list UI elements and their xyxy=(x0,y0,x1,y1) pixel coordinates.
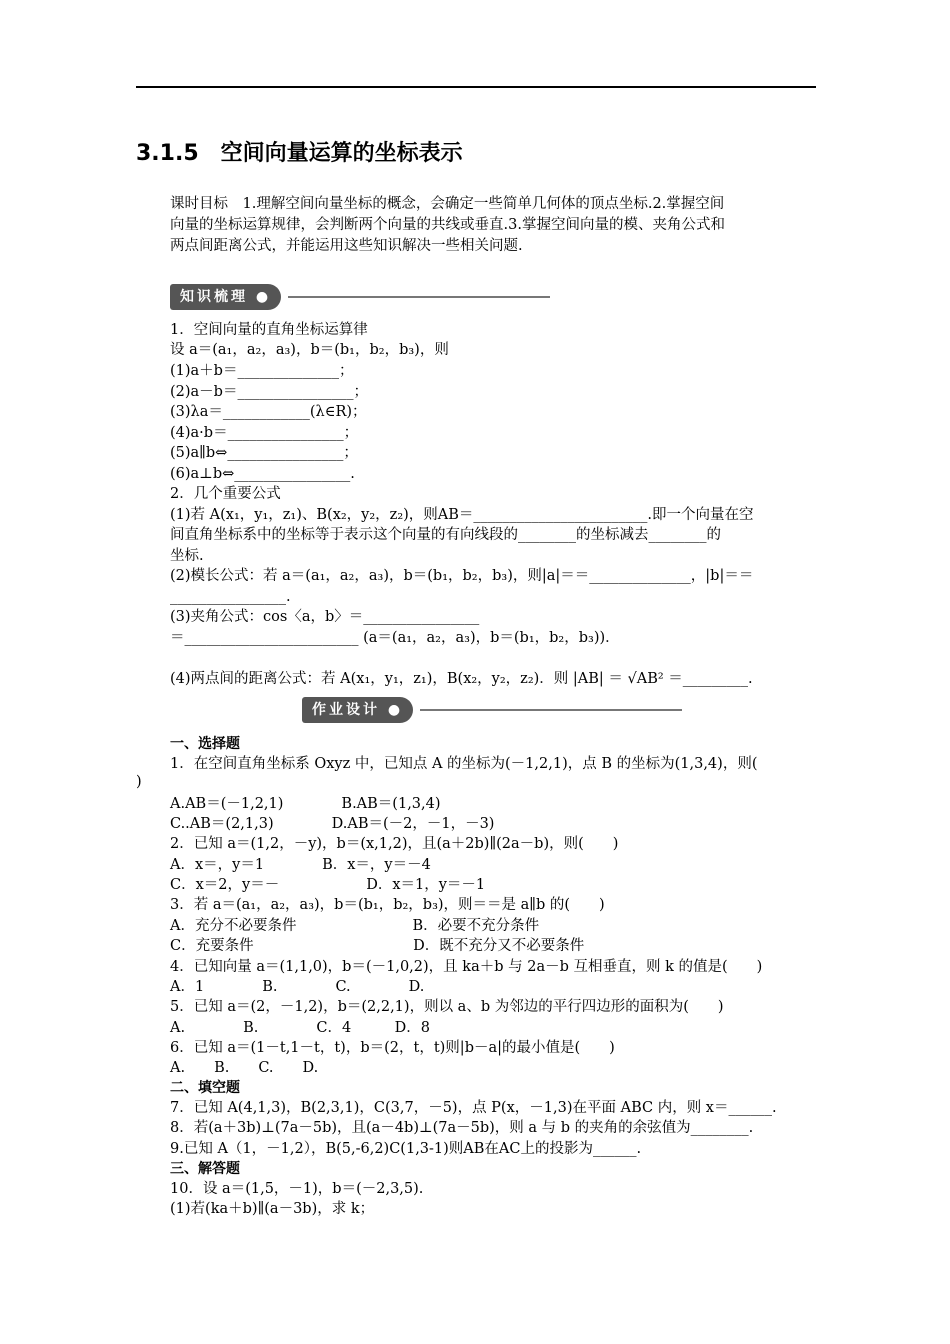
knowledge-line: (3)夹角公式：cos〈a，b〉＝________________ xyxy=(170,609,480,625)
knowledge-line: (4)两点间的距离公式：若 A(x₁，y₁，z₁)，B(x₂，y₂，z₂)．则 |AB| ＝ √AB² ＝_________. xyxy=(170,671,753,687)
question-line: A. B. C. D. xyxy=(170,1060,319,1076)
objective-line: 两点间距离公式，并能运用这些知识解决一些相关问题. xyxy=(170,238,523,254)
question-line: C..AB＝(2,1,3) D.AB＝(－2，－1，－3) xyxy=(170,816,495,832)
question-line: 4．已知向量 a＝(1,1,0)，b＝(－1,0,2)，且 ka＋b 与 2a－b 互相垂直，则 k 的值是( ) xyxy=(170,959,763,975)
question-line: C．充要条件 D．既不充分又不必要条件 xyxy=(170,938,585,954)
section-heading: 二、填空题 xyxy=(170,1080,240,1096)
question-line: 9.已知 A（1，－1,2），B(5,-6,2)C(1,3-1)则AB在AC上的投影为______. xyxy=(170,1141,642,1157)
knowledge-line: (1)若 A(x₁，y₁，z₁)、B(x₂，y₂，z₂)，则AB＝________________________.即一个向量在空 xyxy=(170,507,754,523)
section-header-homework: 作业设计 ● xyxy=(302,697,413,723)
question-line: (1)若(ka＋b)∥(a－3b)，求 k； xyxy=(170,1201,375,1217)
section-heading: 三、解答题 xyxy=(170,1161,240,1177)
knowledge-line: ＝________________________ (a＝(a₁，a₂，a₃)，b＝(b₁，b₂，b₃))． xyxy=(170,630,620,646)
question-line: 8．若(a＋3b)⊥(7a－5b)，且(a－4b)⊥(7a－5b)，则 a 与 b 的夹角的余弦值为________. xyxy=(170,1120,754,1136)
top-rule xyxy=(136,86,816,88)
knowledge-line: 2．几个重要公式 xyxy=(170,486,281,502)
knowledge-line: (1)a＋b＝______________； xyxy=(170,363,354,379)
question-line: 10．设 a＝(1,5，－1)，b＝(－2,3,5). xyxy=(170,1181,424,1197)
knowledge-line: (2)a－b＝________________； xyxy=(170,384,368,400)
question-line: A．1 B. C. D. xyxy=(170,979,425,995)
section-header-knowledge: 知识梳理 ● xyxy=(170,284,281,310)
section-header-rule xyxy=(288,296,550,298)
knowledge-line: ________________. xyxy=(170,589,291,605)
question-line: 1．在空间直角坐标系 Oxyz 中，已知点 A 的坐标为(－1,2,1)，点 B 的坐标为(1,3,4)，则( xyxy=(170,756,758,772)
question-line: A. B. C．4 D．8 xyxy=(170,1020,431,1036)
question-line: A．x＝，y＝1 B．x＝，y＝－4 xyxy=(170,857,431,873)
question-line: 3．若 a＝(a₁，a₂，a₃)，b＝(b₁，b₂，b₃)，则＝＝是 a∥b 的( ) xyxy=(170,897,605,913)
knowledge-line: 设 a＝(a₁，a₂，a₃)，b＝(b₁，b₂，b₃)，则 xyxy=(170,342,449,358)
question-line: A.AB＝(－1,2,1) B.AB＝(1,3,4) xyxy=(170,796,441,812)
knowledge-line: 坐标. xyxy=(170,548,204,564)
page-title: 3.1.5 空间向量运算的坐标表示 xyxy=(136,141,463,166)
question-line: 5．已知 a＝(2，－1,2)，b＝(2,2,1)，则以 a、b 为邻边的平行四边形的面积为( ) xyxy=(170,999,724,1015)
objective-line: 向量的坐标运算规律，会判断两个向量的共线或垂直.3.掌握空间向量的模、夹角公式和 xyxy=(170,217,725,233)
question-line: ) xyxy=(136,774,142,790)
knowledge-line: 1．空间向量的直角坐标运算律 xyxy=(170,322,368,338)
question-line: 7．已知 A(4,1,3)，B(2,3,1)，C(3,7，－5)，点 P(x，－1,3)在平面 ABC 内，则 x＝______. xyxy=(170,1100,777,1116)
knowledge-line: (5)a∥b⇔________________； xyxy=(170,445,358,461)
knowledge-line: (4)a·b＝________________； xyxy=(170,425,359,441)
objective-line: 课时目标 1.理解空间向量坐标的概念，会确定一些简单几何体的顶点坐标.2.掌握空间 xyxy=(170,196,725,212)
question-line: 2．已知 a＝(1,2，－y)，b＝(x,1,2)，且(a＋2b)∥(2a－b)，则( ) xyxy=(170,836,619,852)
question-line: A．充分不必要条件 B．必要不充分条件 xyxy=(170,918,540,934)
question-line: C．x＝2，y＝－ D．x＝1，y＝－1 xyxy=(170,877,486,893)
knowledge-line: (3)λa＝____________(λ∈R)； xyxy=(170,404,367,420)
section-header-rule xyxy=(420,709,682,711)
knowledge-line: 间直角坐标系中的坐标等于表示这个向量的有向线段的________的坐标减去________的 xyxy=(170,527,721,543)
question-line: 6．已知 a＝(1－t,1－t，t)，b＝(2，t，t)则|b－a|的最小值是( ) xyxy=(170,1040,615,1056)
section-heading: 一、选择题 xyxy=(170,736,240,752)
knowledge-line: (2)模长公式：若 a＝(a₁，a₂，a₃)，b＝(b₁，b₂，b₃)，则|a|＝＝______________，|b|＝＝ xyxy=(170,568,754,584)
knowledge-line: (6)a⊥b⇔________________. xyxy=(170,466,355,482)
